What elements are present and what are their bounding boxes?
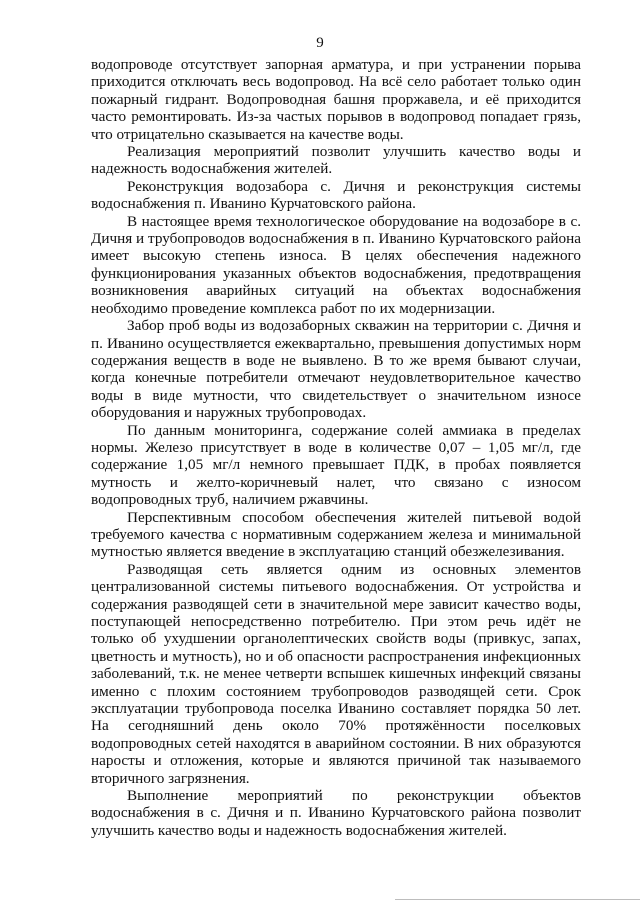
paragraph-implementation-effect: Реализация мероприятий позволит улучшить качество воды и надежность водоснабжения жителей. bbox=[91, 143, 581, 178]
scan-edge-line bbox=[395, 899, 640, 900]
paragraph-conclusion: Выполнение мероприятий по реконструкции объектов водоснабжения в с. Дичня и п. Иванино Курчатовского района позволит улучшить качество воды и надежность водоснабжения жителей. bbox=[91, 787, 581, 839]
page-number: 9 bbox=[316, 35, 324, 51]
paragraph-distribution-network: Разводящая сеть является одним из основных элементов централизованной системы питьевого водоснабжения. От устройства и содержания разводящей сети в значительной мере зависит качество воды, поступающей непосредственно потребителю. При этом речь идёт не только об ухудшении органолептических свойств воды (привкус, запах, цветность и мутность), но и об опасности распространения инфекционных заболеваний, т.к. не менее четверти вспышек кишечных инфекций связаны именно с плохим состоянием трубопроводов разводящей сети. Срок эксплуатации трубопровода поселка Иванино составляет порядка 50 лет. На сегодняшний день около 70% протяжённости поселковых водопроводных сетей находятся в аварийном состоянии. В них образуются наросты и отложения, которые и являются причиной так называемого вторичного загрязнения. bbox=[91, 560, 581, 787]
paragraph-continuation: водопроводе отсутствует запорная арматура, и при устранении порыва приходится отключать весь водопровод. На всё село работает только один пожарный гидрант. Водопроводная башня проржавела, и её приходится часто ремонтировать. Из-за частых порывов в водопровод попадает грязь, что отрицательно сказывается на качестве воды. bbox=[91, 56, 581, 143]
paragraph-monitoring-data: По данным мониторинга, содержание солей аммиака в пределах нормы. Железо присутствует в воде в количестве 0,07 – 1,05 мг/л, где содержание 1,05 мг/л немного превышает ПДК, в пробах появляется мутность и желто-коричневый налет, что связано с износом водопроводных труб, наличием ржавчины. bbox=[91, 421, 581, 509]
document-body bbox=[91, 56, 581, 839]
paragraph-water-sampling: Забор проб воды из водозаборных скважин на территории с. Дичня и п. Иванино осуществляется ежеквартально, превышения допустимых норм содержания веществ в воде не выявлено. В то же время бывают случаи, когда конечные потребители отмечают неудовлетворительное качество воды в виде мутности, что свидетельствует о значительном износе оборудования и наружных трубопроводах. bbox=[91, 317, 581, 422]
paragraph-equipment-wear: В настоящее время технологическое оборудование на водозаборе в с. Дичня и трубопроводов водоснабжения в п. Иванино Курчатовского района имеет высокую степень износа. В целях обеспечения надежного функционирования указанных объектов водоснабжения, предотвращения возникновения аварийных ситуаций на объектах водоснабжения необходимо проведение комплекса работ по их модернизации. bbox=[91, 212, 581, 317]
paragraph-iron-removal: Перспективным способом обеспечения жителей питьевой водой требуемого качества с нормативным содержанием железа и минимальной мутностью является введение в эксплуатацию станций обезжелезивания. bbox=[91, 508, 581, 561]
section-heading-reconstruction: Реконструкция водозабора с. Дичня и реконструкция системы водоснабжения п. Иванино Курчатовского района. bbox=[91, 177, 581, 213]
